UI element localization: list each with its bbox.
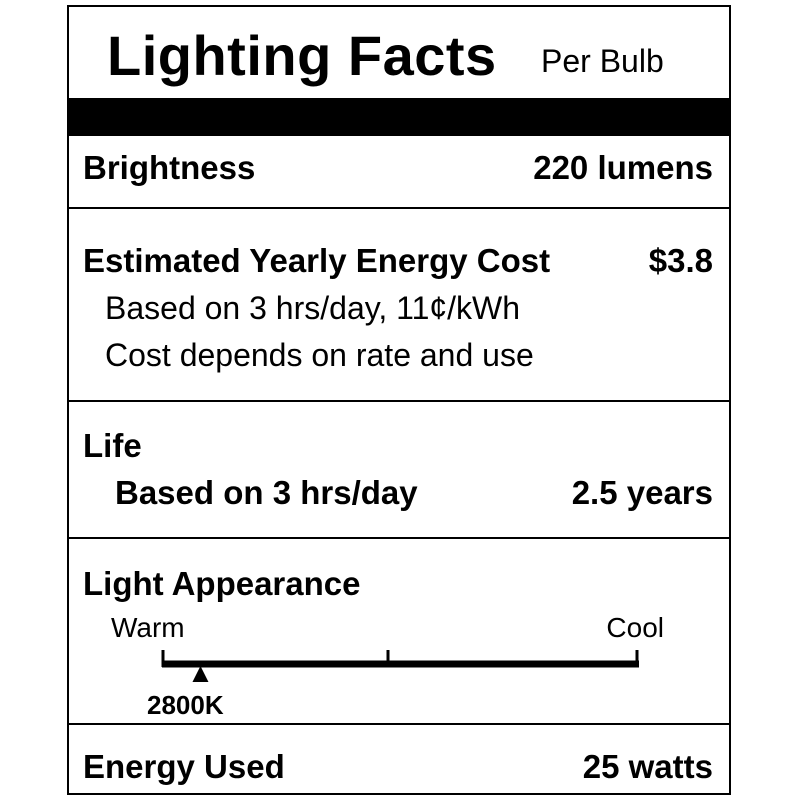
appearance-label: Light Appearance: [83, 565, 361, 602]
scale-warm-label: Warm: [111, 612, 185, 643]
scale-cool-label: Cool: [606, 612, 664, 643]
life-basis: Based on 3 hrs/day: [115, 474, 418, 511]
life-unit: years: [626, 474, 713, 511]
brightness-label: Brightness: [83, 149, 256, 186]
life-number: 2.5: [571, 474, 618, 511]
scale-marker-label: 2800K: [147, 690, 224, 720]
energy-used-number: 25: [582, 748, 620, 785]
brightness-number: 220: [533, 149, 589, 186]
energy-cost-label: Estimated Yearly Energy Cost: [83, 242, 551, 279]
brightness-unit: lumens: [597, 149, 713, 186]
color-temperature-scale: [69, 7, 729, 727]
lighting-facts-label: [67, 5, 731, 795]
life-label: Life: [83, 427, 142, 464]
label-subtitle: Per Bulb: [541, 43, 664, 79]
divider-appearance: [69, 723, 729, 725]
energy-used-value: [583, 748, 713, 786]
energy-used-unit: watts: [628, 748, 713, 785]
energy-cost-note-2: Cost depends on rate and use: [105, 337, 534, 373]
energy-cost-note-1: Based on 3 hrs/day, 11¢/kWh: [105, 290, 521, 326]
energy-cost-value: $3.8: [648, 242, 713, 279]
energy-used-label: Energy Used: [83, 748, 285, 785]
label-title: Lighting Facts: [107, 24, 497, 87]
scale-marker-triangle: [192, 666, 208, 682]
